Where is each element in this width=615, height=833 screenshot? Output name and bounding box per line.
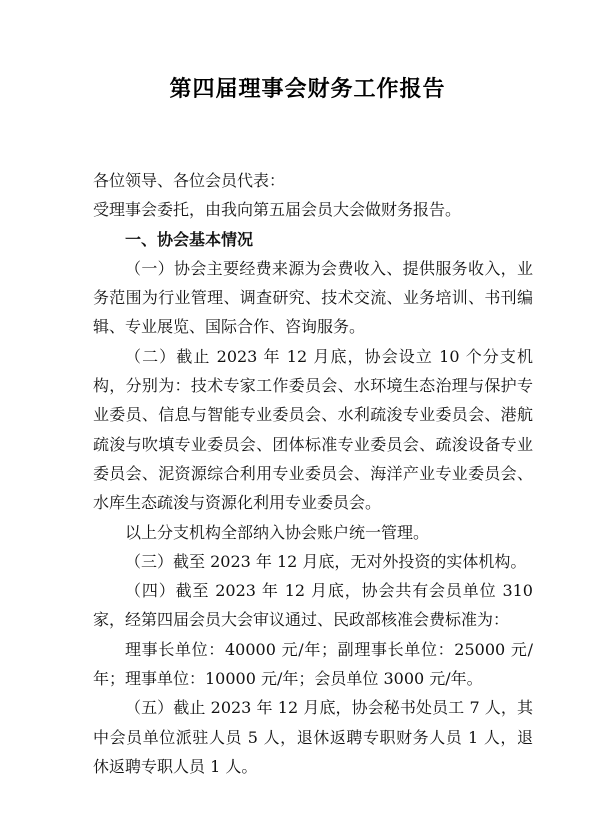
document-title: 第四届理事会财务工作报告 xyxy=(169,76,446,102)
paragraph-item-4: （四）截至 2023 年 12 月底，协会共有会员单位 310 家，经第四届会员大会审议通过、民政部核准会费标准为： xyxy=(93,581,533,630)
paragraph-item-2: （二）截止 2023 年 12 月底，协会设立 10 个分支机构，分别为：技术专家工作委员会、水环境生态治理与保护专业委员、信息与智能专业委员会、水利疏浚专业委员会、港航疏浚与吹填专业委员会、团体标准专业委员会、疏浚设备专业委员会、泥资源综合利用专业委员会、海洋产业专业委员会、水库生态疏浚与资源化利用专业委员会。 xyxy=(93,346,533,513)
document-body xyxy=(93,166,533,781)
intro-paragraph: 受理事会委托，由我向第五届会员大会做财务报告。 xyxy=(93,200,462,220)
paragraph-item-3: （三）截至 2023 年 12 月底，无对外投资的实体机构。 xyxy=(125,551,527,571)
greeting: 各位领导、各位会员代表： xyxy=(93,171,286,190)
paragraph-fee-standard: 理事长单位：40000 元/年；副理事长单位：25000 元/年；理事单位：10000 元/年；会员单位 3000 元/年。 xyxy=(93,639,533,689)
paragraph-branch-note: 以上分支机构全部纳入协会账户统一管理。 xyxy=(125,522,430,542)
section-heading: 一、协会基本情况 xyxy=(125,229,254,249)
paragraph-item-1: （一）协会主要经费来源为会费收入、提供服务收入，业务范围为行业管理、调查研究、技术交流、业务培训、书刊编辑、专业展览、国际合作、咨询服务。 xyxy=(93,258,533,337)
paragraph-item-5: （五）截止 2023 年 12 月底，协会秘书处员工 7 人，其中会员单位派驻人员 5 人，退休返聘专职财务人员 1 人，退休返聘专职人员 1 人。 xyxy=(93,698,533,776)
